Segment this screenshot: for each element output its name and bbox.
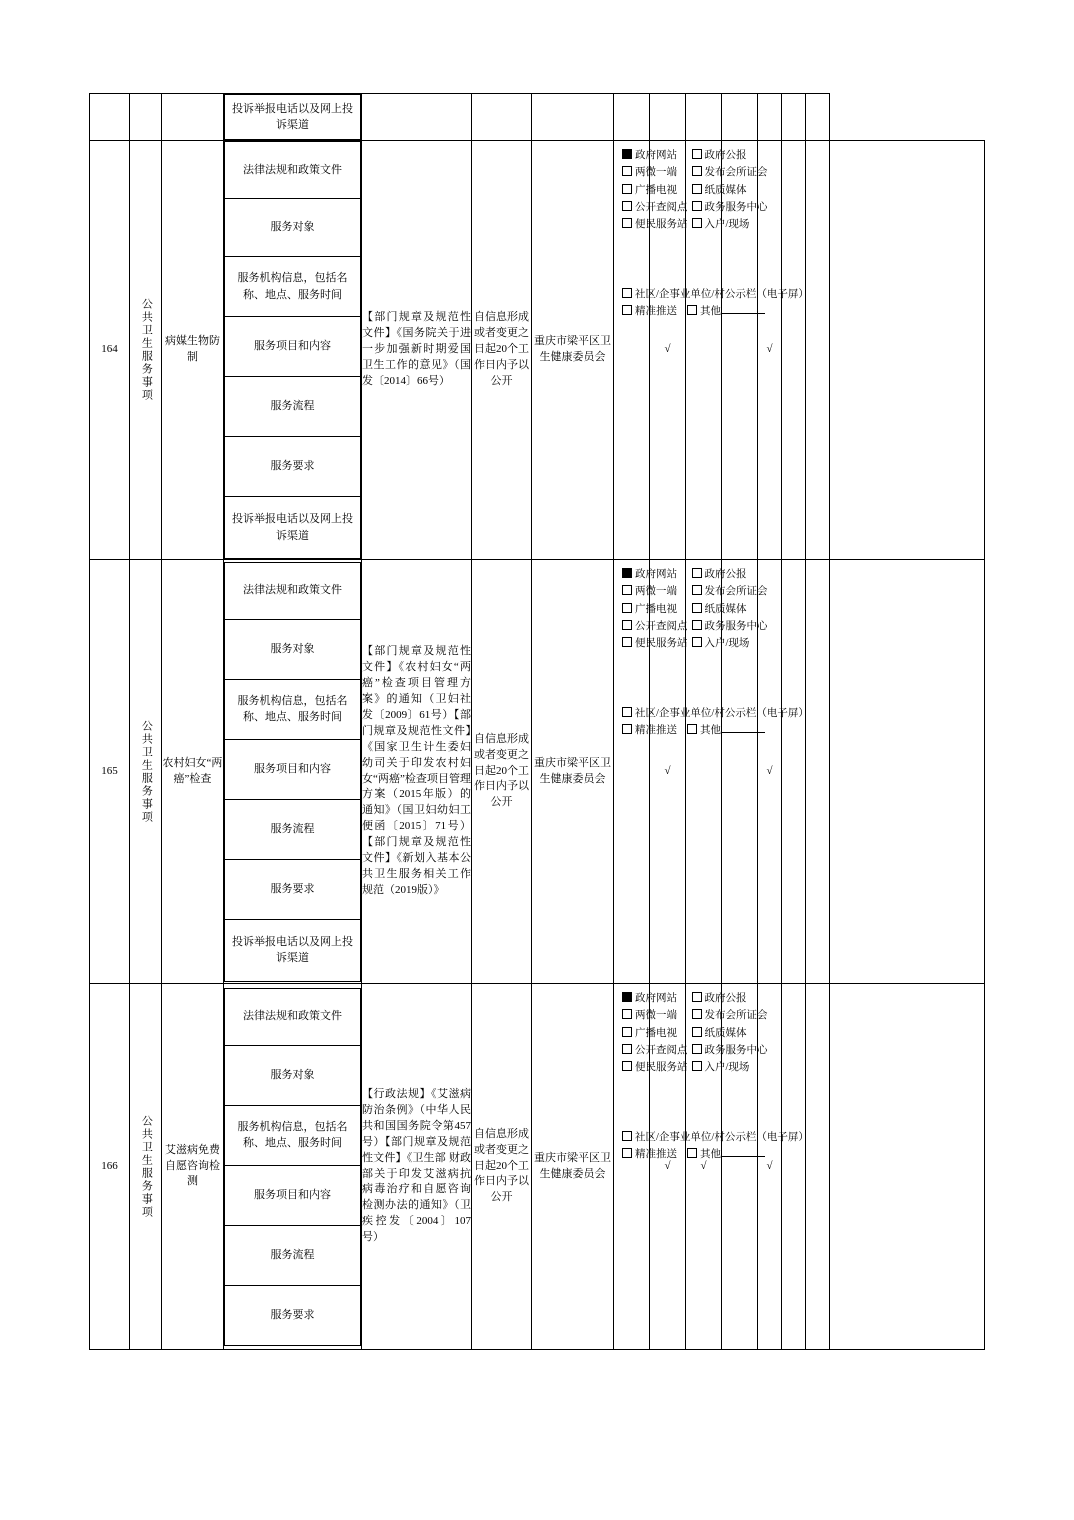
channel-option-service-center[interactable]: 政务服务中心 [692,618,768,635]
element-service-process: 服务流程 [224,800,361,860]
element-law-policy: 法律法规和政策文件 [224,141,361,199]
channel-tail-options [622,705,809,740]
checkbox-icon[interactable] [622,603,632,613]
row-item-name: 病媒生物防制 [162,141,224,560]
channel-tail-options [622,1129,809,1164]
element-service-requirement: 服务要求 [224,860,361,920]
other-input-line[interactable] [721,313,765,314]
row-channels [614,141,809,560]
row-basis: 【行政法规】《艾滋病防治条例》（中华人民共和国国务院令第457号）【部门规章及规范性文件】《卫生部 财政部关于印发艾滋病抗病毒治疗和自愿咨询检测办法的通知》（卫疾控发〔2004〕107号） [362,984,472,1350]
mark-cell-7 [830,141,985,560]
row-category [130,984,162,1350]
cell-elements [224,94,362,141]
checkbox-icon[interactable] [692,620,702,630]
cell-time [472,94,532,141]
checkbox-icon[interactable] [692,1061,702,1071]
element-service-process: 服务流程 [224,1226,361,1286]
channel-option-convenience-station[interactable]: 便民服务站 [622,635,688,652]
other-input-line[interactable] [721,732,765,733]
channel-option-print-media[interactable]: 纸质媒体 [692,601,768,618]
checkbox-checked-icon[interactable] [622,568,632,578]
checkbox-icon[interactable] [622,1009,632,1019]
row-time: 自信息形成或者变更之日起20个工作日内予以公开 [472,560,532,984]
channel-option-press-conference[interactable]: 发布会所证会 [692,583,768,600]
element-service-requirement: 服务要求 [224,1286,361,1346]
row-number: 164 [90,141,130,560]
cell-basis [362,94,472,141]
cell-no [90,94,130,141]
element-service-target: 服务对象 [224,1046,361,1106]
mark-cell-4: √ [758,984,782,1350]
channel-option-press-conference[interactable]: 发布会所证会 [692,1007,768,1024]
channel-option-other[interactable]: 其他 [687,303,765,320]
category-label: 公共卫生服务事项 [140,719,153,824]
checkbox-icon[interactable] [687,305,697,315]
cell-mark-6 [782,94,806,141]
channel-option-weibo-wechat-app[interactable]: 两微一端 [622,164,688,181]
checkbox-icon[interactable] [692,585,702,595]
mark-cell-6 [806,560,830,984]
checkbox-icon[interactable] [687,724,697,734]
checkbox-checked-icon[interactable] [622,149,632,159]
checkbox-icon[interactable] [692,184,702,194]
element-complaint-channel: 投诉举报电话以及网上投诉渠道 [224,920,361,982]
element-law-policy: 法律法规和政策文件 [224,562,361,620]
channel-checkbox-group [614,560,809,745]
element-service-content: 服务项目和内容 [224,1166,361,1226]
cell-elements [224,141,362,560]
checkbox-icon[interactable] [622,1148,632,1158]
channel-option-public-reading-point[interactable]: 公开查阅点 [622,199,688,216]
cell-mark-7 [806,94,830,141]
channel-option-community-board[interactable]: 社区/企事业单位/村公示栏（电子屏） [622,705,643,722]
mark-cell-1: √ [650,141,686,560]
checkbox-icon[interactable] [622,1044,632,1054]
row-org: 重庆市梁平区卫生健康委员会 [532,141,614,560]
checkbox-icon[interactable] [622,305,632,315]
element-law-policy: 法律法规和政策文件 [224,988,361,1046]
table-row [90,141,985,560]
channel-option-public-reading-point[interactable]: 公开查阅点 [622,1042,688,1059]
checkbox-icon[interactable] [692,1027,702,1037]
channel-option-broadcast-tv[interactable]: 广播电视 [622,182,688,199]
checkbox-icon[interactable] [622,620,632,630]
channel-option-government-gazette[interactable]: 政府公报 [692,147,768,164]
channel-option-convenience-station[interactable]: 便民服务站 [622,216,688,233]
channel-option-weibo-wechat-app[interactable]: 两微一端 [622,1007,688,1024]
channel-option-government-website[interactable]: 政府网站 [622,147,688,164]
cell-elements [224,984,362,1350]
table-row [90,560,985,984]
channel-option-door-to-door[interactable]: 入户/现场 [692,216,768,233]
other-input-line[interactable] [721,1156,765,1157]
row-org: 重庆市梁平区卫生健康委员会 [532,560,614,984]
element-service-content: 服务项目和内容 [224,740,361,800]
checkbox-icon[interactable] [622,1061,632,1071]
channel-option-government-gazette[interactable]: 政府公报 [692,566,768,583]
row-item-name: 艾滋病免费自愿咨询检测 [162,984,224,1350]
checkbox-icon[interactable] [692,201,702,211]
cell-mark-5 [758,94,782,141]
channel-option-broadcast-tv[interactable]: 广播电视 [622,601,688,618]
element-service-requirement: 服务要求 [224,437,361,497]
row-category [130,560,162,984]
mark-cell-4: √ [758,560,782,984]
mark-cell-7 [830,560,985,984]
cell-elements [224,560,362,984]
row-basis: 【部门规章及规范性文件】《国务院关于进一步加强新时期爱国卫生工作的意见》（国发〔2014〕66号） [362,141,472,560]
checkbox-icon[interactable] [692,568,702,578]
cell-item [162,94,224,141]
checkbox-icon[interactable] [692,166,702,176]
row-basis: 【部门规章及规范性文件】《农村妇女“两癌”检查项目管理方案》的通知（卫妇社发〔2009〕61号）【部门规章及规范性文件】《国家卫生计生委妇幼司关于印发农村妇女“两癌”检查项目管理方案（2015年版）的通知》（国卫妇幼妇工便函〔2015〕71号）【部门规章及规范性文件】《新划入基本公共卫生服务相关工作规范（2019版）》 [362,560,472,984]
checkbox-icon[interactable] [622,288,632,298]
checkbox-icon[interactable] [692,992,702,1002]
channel-checkbox-group [614,984,809,1169]
channel-option-public-reading-point[interactable]: 公开查阅点 [622,618,688,635]
mark-cell-4: √ [758,141,782,560]
mark-cell-6 [806,984,830,1350]
mark-cell-1: √ [650,560,686,984]
channel-option-print-media[interactable]: 纸质媒体 [692,182,768,199]
element-org-info: 服务机构信息，包括名称、地点、服务时间 [224,680,361,740]
element-label: 投诉举报电话以及网上投诉渠道 [224,94,361,140]
channel-option-broadcast-tv[interactable]: 广播电视 [622,1025,688,1042]
channel-option-print-media[interactable]: 纸质媒体 [692,1025,768,1042]
element-service-target: 服务对象 [224,199,361,257]
row-time: 自信息形成或者变更之日起20个工作日内予以公开 [472,984,532,1350]
channel-option-precise-push[interactable]: 精准推送 [622,1146,677,1163]
mark-cell-5 [782,560,806,984]
checkbox-icon[interactable] [622,637,632,647]
channel-option-precise-push[interactable]: 精准推送 [622,303,677,320]
checkbox-icon[interactable] [692,1009,702,1019]
channel-option-door-to-door[interactable]: 入户/现场 [692,1059,768,1076]
row-item-name: 农村妇女“两癌”检查 [162,560,224,984]
channel-option-government-website[interactable]: 政府网站 [622,990,688,1007]
checkbox-icon[interactable] [622,707,632,717]
mark-cell-6 [806,141,830,560]
checkbox-icon[interactable] [622,166,632,176]
mark-cell-2: √ [686,984,722,1350]
cell-org [532,94,614,141]
channel-tail-options [622,286,809,321]
cell-mark-2 [650,94,686,141]
table-row [90,984,985,1350]
checkbox-icon[interactable] [622,184,632,194]
channel-option-precise-push[interactable]: 精准推送 [622,722,677,739]
cell-mark-3 [686,94,722,141]
element-org-info: 服务机构信息，包括名称、地点、服务时间 [224,257,361,317]
category-label: 公共卫生服务事项 [140,298,153,402]
element-service-process: 服务流程 [224,377,361,437]
cell-mark-4 [722,94,758,141]
mark-cell-7 [830,984,985,1350]
checkbox-icon[interactable] [622,201,632,211]
cell-category [130,94,162,141]
channel-option-government-website[interactable]: 政府网站 [622,566,688,583]
checkbox-icon[interactable] [692,637,702,647]
checkbox-icon[interactable] [692,149,702,159]
cell-mark-1 [614,94,650,141]
channel-option-press-conference[interactable]: 发布会所证会 [692,164,768,181]
element-complaint-channel: 投诉举报电话以及网上投诉渠道 [224,497,361,559]
checkbox-icon[interactable] [692,1044,702,1054]
checkbox-icon[interactable] [692,603,702,613]
row-category [130,141,162,560]
checkbox-checked-icon[interactable] [622,992,632,1002]
checkbox-icon[interactable] [622,218,632,228]
mark-cell-5 [782,984,806,1350]
element-org-info: 服务机构信息，包括名称、地点、服务时间 [224,1106,361,1166]
checkbox-icon[interactable] [692,218,702,228]
channel-option-other[interactable]: 其他 [687,722,765,739]
channel-option-other[interactable]: 其他 [687,1146,765,1163]
row-number: 166 [90,984,130,1350]
category-label: 公共卫生服务事项 [140,1114,153,1219]
checkbox-icon[interactable] [622,724,632,734]
channel-option-service-center[interactable]: 政务服务中心 [692,199,768,216]
channel-checkbox-group [614,141,809,326]
channel-option-weibo-wechat-app[interactable]: 两微一端 [622,583,688,600]
channel-option-community-board[interactable]: 社区/企事业单位/村公示栏（电子屏） [622,1129,643,1146]
disclosure-table [89,93,985,1350]
row-org: 重庆市梁平区卫生健康委员会 [532,984,614,1350]
channel-option-service-center[interactable]: 政务服务中心 [692,1042,768,1059]
channel-option-community-board[interactable]: 社区/企事业单位/村公示栏（电子屏） [622,286,643,303]
row-time: 自信息形成或者变更之日起20个工作日内予以公开 [472,141,532,560]
checkbox-icon[interactable] [622,1027,632,1037]
checkbox-icon[interactable] [622,1131,632,1141]
element-service-content: 服务项目和内容 [224,317,361,377]
row-number: 165 [90,560,130,984]
checkbox-icon[interactable] [622,585,632,595]
row-channels [614,984,809,1350]
row-channels [614,560,809,984]
mark-cell-5 [782,141,806,560]
checkbox-icon[interactable] [687,1148,697,1158]
channel-option-convenience-station[interactable]: 便民服务站 [622,1059,688,1076]
mark-cell-1: √ [650,984,686,1350]
channel-option-government-gazette[interactable]: 政府公报 [692,990,768,1007]
channel-option-door-to-door[interactable]: 入户/现场 [692,635,768,652]
element-service-target: 服务对象 [224,620,361,680]
table-row [90,94,985,141]
